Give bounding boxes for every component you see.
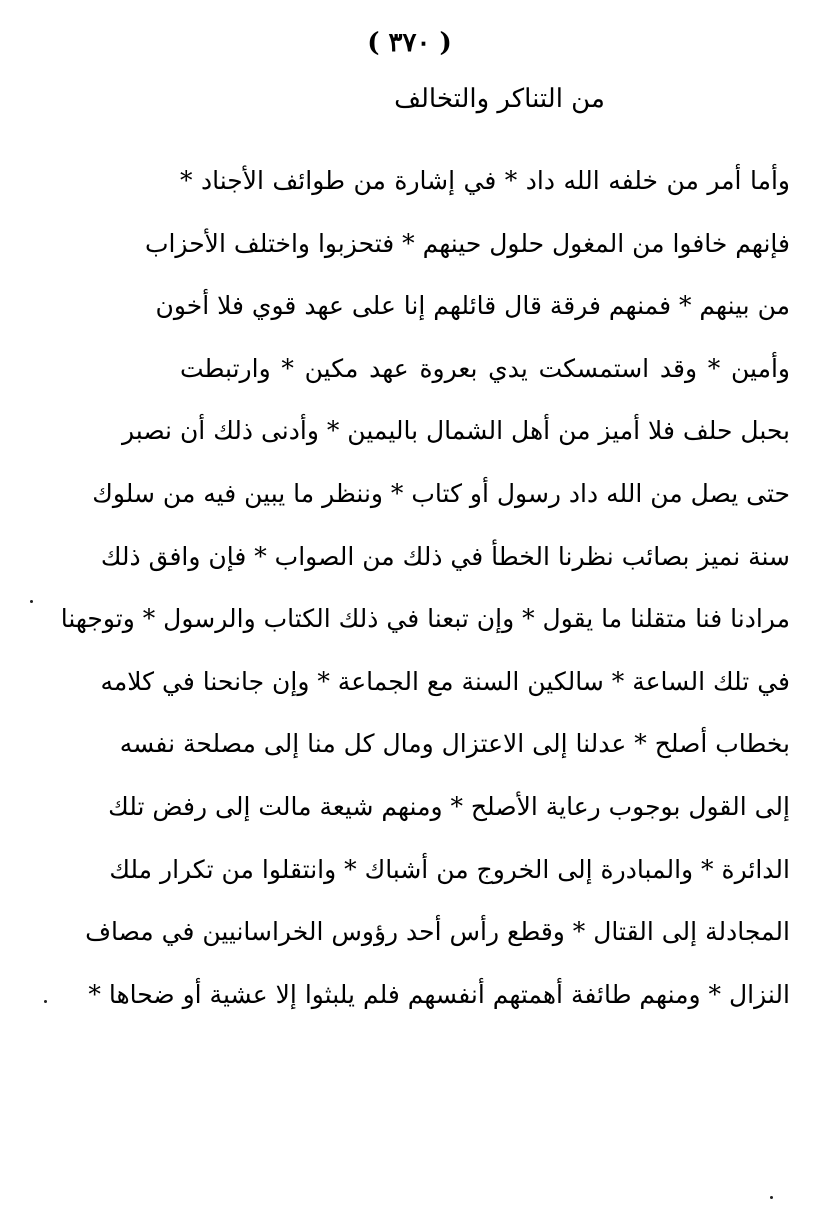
text-line: سنة نميز بصائب نظرنا الخطأ في ذلك من الصواب * فإن وافق ذلك <box>100 541 790 571</box>
text-line: من بينهم * فمنهم فرقة قال قائلهم إنا على عهد قوي فلا أخون <box>155 291 790 321</box>
body-text <box>60 150 790 1026</box>
text-line: بحبل حلف فلا أميز من أهل الشمال باليمين * وأدنى ذلك أن نصبر <box>122 416 790 446</box>
text-line: بخطاب أصلح * عدلنا إلى الاعتزال ومال كل منا إلى مصلحة نفسه <box>119 729 790 759</box>
page-number: ( ٣٧٠ ) <box>367 28 452 58</box>
text-line: فإنهم خافوا من المغول حلول حينهم * فتحزبوا واختلف الأحزاب <box>144 228 790 258</box>
text-line: إلى القول بوجوب رعاية الأصلح * ومنهم شيعة مالت إلى رفض تلك <box>108 791 790 821</box>
scan-speck <box>770 1196 773 1199</box>
text-line: حتى يصل من الله داد رسول أو كتاب * وننظر ما يبين فيه من سلوك <box>92 478 790 508</box>
text-line: النزال * ومنهم طائفة أهمتهم أنفسهم فلم يلبثوا إلا عشية أو ضحاها * <box>88 979 790 1009</box>
text-line: وأما أمر من خلفه الله داد * في إشارة من طوائف الأجناد * <box>180 166 790 195</box>
text-line: وأمين * وقد استمسكت يدي بعروة عهد مكين * وارتبطت <box>180 353 790 383</box>
section-heading: من التناكر والتخالف <box>394 84 605 114</box>
scan-speck <box>44 1000 47 1003</box>
text-line: مرادنا فنا متقلنا ما يقول * وإن تبعنا في ذلك الكتاب والرسول * وتوجهنا <box>60 604 790 634</box>
text-line: المجادلة إلى القتال * وقطع رأس أحد رؤوس الخراسانيين في مصاف <box>85 917 790 947</box>
text-line: الدائرة * والمبادرة إلى الخروج من أشباك * وانتقلوا من تكرار ملك <box>109 854 790 884</box>
text-line: في تلك الساعة * سالكين السنة مع الجماعة * وإن جانحنا في كلامه <box>100 666 790 696</box>
scan-speck <box>30 600 33 603</box>
